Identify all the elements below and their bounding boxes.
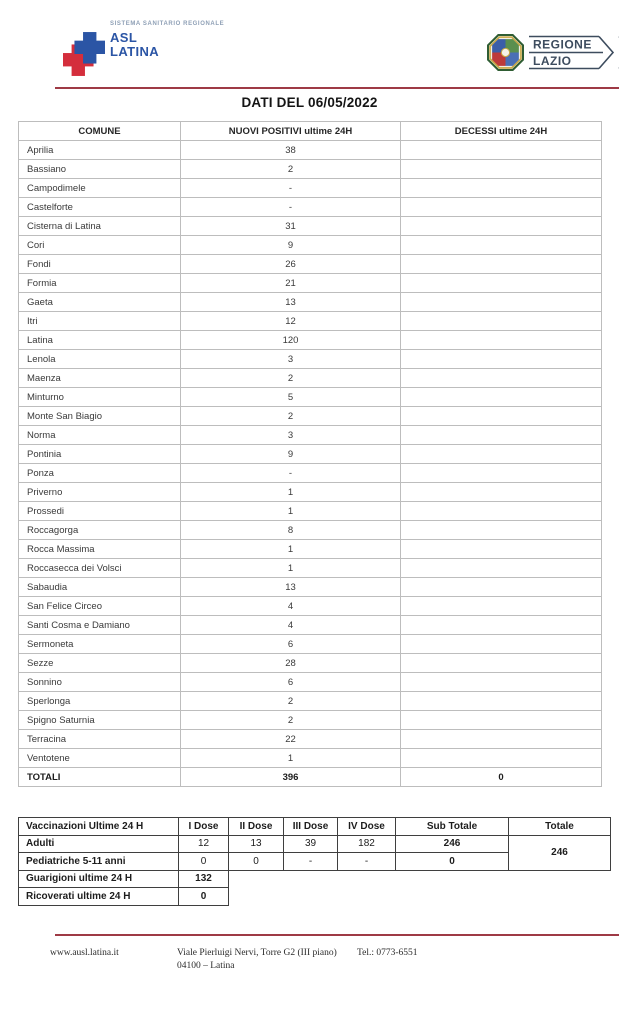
regione-line1: REGIONE xyxy=(533,37,592,52)
adulti-i-dose: 12 xyxy=(179,835,229,853)
col-header-decessi: DECESSI ultime 24H xyxy=(401,122,602,141)
table-row xyxy=(19,616,602,635)
vacc-col-i-dose: I Dose xyxy=(179,818,229,836)
cell-comune: Gaeta xyxy=(19,293,181,312)
cell-nuovi-positivi: 3 xyxy=(181,350,401,369)
table-row xyxy=(19,350,602,369)
cell-decessi xyxy=(401,350,602,369)
empty-cell xyxy=(284,888,338,906)
cell-decessi xyxy=(401,426,602,445)
cell-nuovi-positivi: 9 xyxy=(181,236,401,255)
vaccination-row-adulti xyxy=(19,835,611,853)
table-row xyxy=(19,502,602,521)
cell-nuovi-positivi: 13 xyxy=(181,578,401,597)
footer-phone: Tel.: 0773-6551 xyxy=(357,948,418,958)
cell-comune: Bassiano xyxy=(19,160,181,179)
cell-nuovi-positivi: 8 xyxy=(181,521,401,540)
cell-nuovi-positivi: 5 xyxy=(181,388,401,407)
cell-comune: Sonnino xyxy=(19,673,181,692)
cell-decessi xyxy=(401,293,602,312)
cell-comune: Norma xyxy=(19,426,181,445)
adulti-iv-dose: 182 xyxy=(338,835,396,853)
ricoverati-value: 0 xyxy=(179,888,229,906)
cell-decessi xyxy=(401,654,602,673)
cell-nuovi-positivi: 31 xyxy=(181,217,401,236)
cell-comune: Sperlonga xyxy=(19,692,181,711)
footer-address-line2: 04100 – Latina xyxy=(177,961,235,971)
empty-cell xyxy=(338,870,396,888)
cell-decessi xyxy=(401,540,602,559)
table-row xyxy=(19,445,602,464)
table-row xyxy=(19,236,602,255)
cell-comune: Latina xyxy=(19,331,181,350)
cell-decessi xyxy=(401,369,602,388)
pediatriche-label: Pediatriche 5-11 anni xyxy=(19,853,179,871)
cell-decessi xyxy=(401,141,602,160)
cell-decessi xyxy=(401,179,602,198)
cell-comune: Roccagorga xyxy=(19,521,181,540)
vaccination-row-ricoverati xyxy=(19,888,611,906)
cell-nuovi-positivi: 2 xyxy=(181,711,401,730)
cell-decessi xyxy=(401,635,602,654)
vaccination-row-guarigioni xyxy=(19,870,611,888)
table-row xyxy=(19,597,602,616)
table-row xyxy=(19,331,602,350)
col-header-nuovi-positivi: NUOVI POSITIVI ultime 24H xyxy=(181,122,401,141)
table-row xyxy=(19,483,602,502)
table-row xyxy=(19,578,602,597)
cell-nuovi-positivi: 2 xyxy=(181,692,401,711)
table-row xyxy=(19,179,602,198)
table-row xyxy=(19,369,602,388)
vacc-col-totale: Totale xyxy=(509,818,611,836)
cell-comune: Ventotene xyxy=(19,749,181,768)
cell-decessi xyxy=(401,236,602,255)
cell-comune: Sezze xyxy=(19,654,181,673)
vacc-col-iv-dose: IV Dose xyxy=(338,818,396,836)
table-row xyxy=(19,274,602,293)
ricoverati-label: Ricoverati ultime 24 H xyxy=(19,888,179,906)
table-row xyxy=(19,407,602,426)
cell-nuovi-positivi: 1 xyxy=(181,749,401,768)
comune-table-body xyxy=(19,141,602,768)
guarigioni-value: 132 xyxy=(179,870,229,888)
table-row xyxy=(19,673,602,692)
cell-decessi xyxy=(401,578,602,597)
cell-decessi xyxy=(401,464,602,483)
table-header-row xyxy=(19,122,602,141)
header-divider-line xyxy=(55,87,619,89)
vacc-col-label: Vaccinazioni Ultime 24 H xyxy=(19,818,179,836)
empty-cell xyxy=(229,870,284,888)
cell-nuovi-positivi: 3 xyxy=(181,426,401,445)
cell-comune: Prossedi xyxy=(19,502,181,521)
cell-nuovi-positivi: 2 xyxy=(181,407,401,426)
cell-decessi xyxy=(401,521,602,540)
totals-label: TOTALI xyxy=(19,768,181,787)
table-row xyxy=(19,749,602,768)
table-row xyxy=(19,559,602,578)
empty-cell xyxy=(338,888,396,906)
asl-cross-icon xyxy=(63,31,105,82)
table-row xyxy=(19,293,602,312)
adulti-iii-dose: 39 xyxy=(284,835,338,853)
asl-name-line2: LATINA xyxy=(110,44,160,59)
cell-comune: Sermoneta xyxy=(19,635,181,654)
vacc-col-iii-dose: III Dose xyxy=(284,818,338,836)
cell-decessi xyxy=(401,483,602,502)
pediatriche-i-dose: 0 xyxy=(179,853,229,871)
cell-nuovi-positivi: 22 xyxy=(181,730,401,749)
cell-comune: Cori xyxy=(19,236,181,255)
totale-merged-cell: 246 xyxy=(509,835,611,870)
cell-decessi xyxy=(401,160,602,179)
cell-comune: Cisterna di Latina xyxy=(19,217,181,236)
guarigioni-label: Guarigioni ultime 24 H xyxy=(19,870,179,888)
cell-comune: Castelforte xyxy=(19,198,181,217)
totals-nuovi-positivi: 396 xyxy=(181,768,401,787)
cell-comune: San Felice Circeo xyxy=(19,597,181,616)
cell-comune: Spigno Saturnia xyxy=(19,711,181,730)
cell-nuovi-positivi: - xyxy=(181,179,401,198)
cell-nuovi-positivi: 13 xyxy=(181,293,401,312)
empty-cell xyxy=(396,870,509,888)
regione-lazio-wordmark xyxy=(529,34,619,71)
cell-comune: Terracina xyxy=(19,730,181,749)
cell-nuovi-positivi: 26 xyxy=(181,255,401,274)
cell-comune: Monte San Biagio xyxy=(19,407,181,426)
footer-website: www.ausl.latina.it xyxy=(50,948,119,958)
table-row xyxy=(19,730,602,749)
comune-data-table xyxy=(18,121,602,787)
cell-nuovi-positivi: 4 xyxy=(181,597,401,616)
cell-decessi xyxy=(401,331,602,350)
cell-decessi xyxy=(401,312,602,331)
footer-address xyxy=(177,947,337,973)
page-title: DATI DEL 06/05/2022 xyxy=(241,95,378,110)
cell-nuovi-positivi: 120 xyxy=(181,331,401,350)
empty-cell xyxy=(509,888,611,906)
totals-decessi: 0 xyxy=(401,768,602,787)
regione-lazio-emblem-icon xyxy=(487,34,524,71)
asl-name-line1: ASL xyxy=(110,30,138,45)
cell-comune: Campodimele xyxy=(19,179,181,198)
cell-comune: Rocca Massima xyxy=(19,540,181,559)
cell-nuovi-positivi: 21 xyxy=(181,274,401,293)
footer-address-line1: Viale Pierluigi Nervi, Torre G2 (III piano) xyxy=(177,948,337,958)
cell-decessi xyxy=(401,502,602,521)
cell-decessi xyxy=(401,198,602,217)
cell-decessi xyxy=(401,255,602,274)
empty-cell xyxy=(229,888,284,906)
cell-nuovi-positivi: 2 xyxy=(181,369,401,388)
cell-comune: Santi Cosma e Damiano xyxy=(19,616,181,635)
cell-nuovi-positivi: 4 xyxy=(181,616,401,635)
cell-comune: Pontinia xyxy=(19,445,181,464)
cell-nuovi-positivi: 9 xyxy=(181,445,401,464)
cell-nuovi-positivi: 1 xyxy=(181,559,401,578)
sistema-sanitario-label: SISTEMA SANITARIO REGIONALE xyxy=(110,21,225,27)
adulti-sub-totale: 246 xyxy=(396,835,509,853)
cell-decessi xyxy=(401,730,602,749)
adulti-ii-dose: 13 xyxy=(229,835,284,853)
cell-nuovi-positivi: 28 xyxy=(181,654,401,673)
pediatriche-iv-dose: - xyxy=(338,853,396,871)
empty-cell xyxy=(284,870,338,888)
cell-nuovi-positivi: 1 xyxy=(181,483,401,502)
table-row xyxy=(19,711,602,730)
adulti-label: Adulti xyxy=(19,835,179,853)
empty-cell xyxy=(396,888,509,906)
cell-decessi xyxy=(401,407,602,426)
table-row xyxy=(19,141,602,160)
vacc-col-ii-dose: II Dose xyxy=(229,818,284,836)
cell-nuovi-positivi: - xyxy=(181,198,401,217)
cell-decessi xyxy=(401,559,602,578)
table-row xyxy=(19,464,602,483)
table-row xyxy=(19,540,602,559)
cell-decessi xyxy=(401,274,602,293)
cell-decessi xyxy=(401,445,602,464)
cell-comune: Sabaudia xyxy=(19,578,181,597)
table-row xyxy=(19,312,602,331)
cell-decessi xyxy=(401,692,602,711)
cell-decessi xyxy=(401,749,602,768)
asl-latina-logo-text xyxy=(110,31,159,59)
table-row xyxy=(19,388,602,407)
table-row xyxy=(19,198,602,217)
cell-nuovi-positivi: 38 xyxy=(181,141,401,160)
cell-comune: Itri xyxy=(19,312,181,331)
cell-comune: Lenola xyxy=(19,350,181,369)
cell-comune: Priverno xyxy=(19,483,181,502)
vaccination-header-row xyxy=(19,818,611,836)
empty-cell xyxy=(509,870,611,888)
col-header-comune: COMUNE xyxy=(19,122,181,141)
cell-nuovi-positivi: 6 xyxy=(181,635,401,654)
table-row xyxy=(19,635,602,654)
cell-decessi xyxy=(401,217,602,236)
cell-comune: Maenza xyxy=(19,369,181,388)
pediatriche-ii-dose: 0 xyxy=(229,853,284,871)
cell-comune: Formia xyxy=(19,274,181,293)
vaccination-table xyxy=(18,817,611,906)
cell-nuovi-positivi: 1 xyxy=(181,502,401,521)
cell-comune: Ponza xyxy=(19,464,181,483)
cell-comune: Minturno xyxy=(19,388,181,407)
cell-comune: Aprilia xyxy=(19,141,181,160)
pediatriche-sub-totale: 0 xyxy=(396,853,509,871)
cell-decessi xyxy=(401,711,602,730)
regione-line2: LAZIO xyxy=(533,54,572,68)
cell-decessi xyxy=(401,673,602,692)
vacc-col-sub-totale: Sub Totale xyxy=(396,818,509,836)
cell-decessi xyxy=(401,388,602,407)
regione-lazio-logo xyxy=(487,34,619,71)
table-row xyxy=(19,255,602,274)
totals-row xyxy=(19,768,602,787)
table-row xyxy=(19,426,602,445)
table-row xyxy=(19,217,602,236)
table-row xyxy=(19,160,602,179)
cell-decessi xyxy=(401,597,602,616)
cell-nuovi-positivi: 6 xyxy=(181,673,401,692)
footer-divider-line xyxy=(55,934,619,936)
pediatriche-iii-dose: - xyxy=(284,853,338,871)
cell-nuovi-positivi: 1 xyxy=(181,540,401,559)
cell-nuovi-positivi: 12 xyxy=(181,312,401,331)
table-row xyxy=(19,654,602,673)
cell-comune: Roccasecca dei Volsci xyxy=(19,559,181,578)
cell-decessi xyxy=(401,616,602,635)
cell-nuovi-positivi: 2 xyxy=(181,160,401,179)
cell-nuovi-positivi: - xyxy=(181,464,401,483)
table-row xyxy=(19,692,602,711)
cell-comune: Fondi xyxy=(19,255,181,274)
table-row xyxy=(19,521,602,540)
